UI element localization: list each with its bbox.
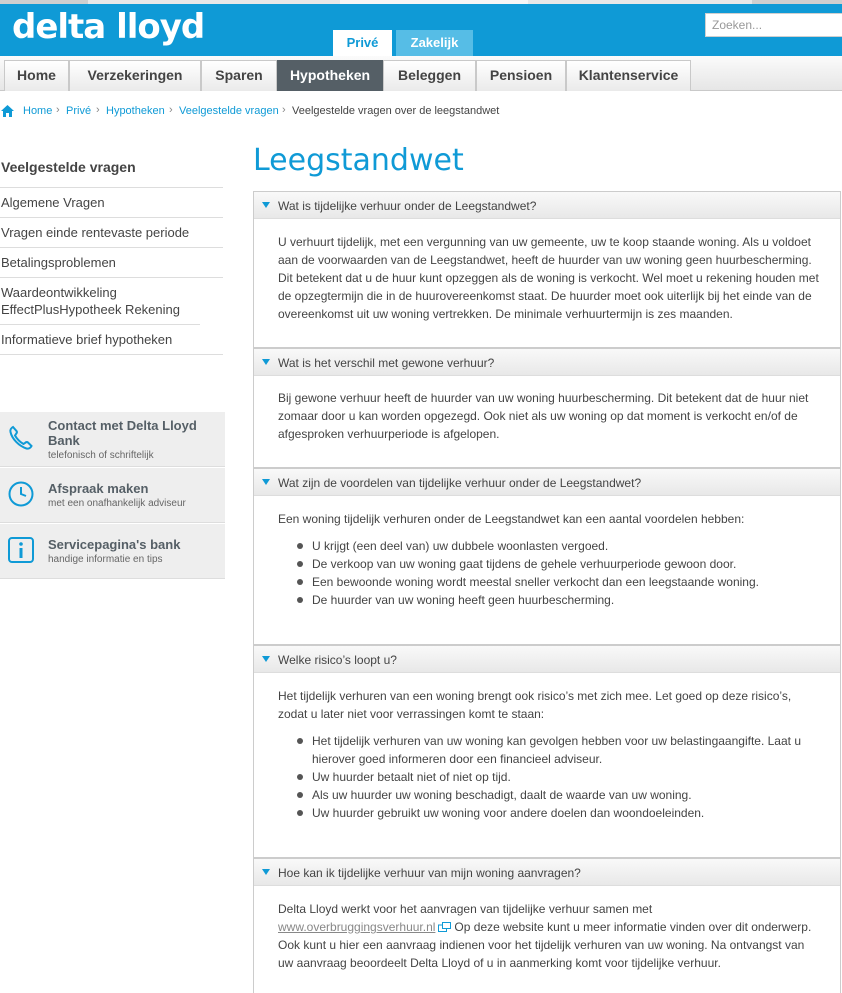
faq-answer (254, 886, 840, 986)
clock-icon (7, 480, 35, 508)
servicepage-box-title: Servicepagina's bank (48, 537, 181, 552)
faq-question-toggle[interactable] (254, 191, 840, 219)
list-item: Een bewoonde woning wordt meestal sneller verkocht dan een leegstaande woning. (296, 573, 822, 591)
faq-answer-text: Een woning tijdelijk verhuren onder de Leegstandwet kan een aantal voordelen hebben: (278, 512, 745, 526)
faq-question-toggle[interactable] (254, 645, 840, 673)
breadcrumb-separator: › (282, 104, 286, 116)
collapse-triangle-icon (262, 869, 270, 875)
nav-beleggen[interactable]: Beleggen (383, 60, 476, 91)
site-header (0, 0, 842, 56)
nav-klantenservice[interactable]: Klantenservice (566, 60, 691, 91)
appointment-box-title: Afspraak maken (48, 481, 149, 496)
faq-answer (254, 219, 840, 337)
sidebar-service-boxes (0, 411, 225, 579)
faq-question-toggle[interactable] (254, 468, 840, 496)
list-item: Uw huurder betaalt niet of niet op tijd. (296, 768, 822, 786)
breadcrumb-current: Veelgestelde vragen over de leegstandwet (292, 105, 500, 117)
faq-item (253, 468, 841, 645)
sidebar-item-einde-rentevaste-periode[interactable]: Vragen einde rentevaste periode (0, 218, 223, 248)
overbruggingsverhuur-link[interactable]: www.overbruggingsverhuur.nl (278, 920, 436, 934)
breadcrumb-home[interactable]: Home (23, 105, 53, 117)
servicepage-box-subtitle: handige informatie en tips (48, 554, 163, 565)
faq-question: Hoe kan ik tijdelijke verhuur van mijn woning aanvragen? (278, 866, 581, 880)
page-title: Leegstandwet (253, 143, 464, 178)
breadcrumb-separator: › (96, 104, 100, 116)
faq-bullet-list (296, 732, 822, 822)
faq-question: Welke risico’s loopt u? (278, 653, 397, 667)
faq-question: Wat is het verschil met gewone verhuur? (278, 356, 495, 370)
tab-zakelijk[interactable]: Zakelijk (396, 30, 473, 56)
faq-answer (254, 376, 840, 457)
faq-answer-text-after: Op deze website kunt u meer informatie vinden over dit onderwerp. Ook kunt u hier een aanvraag indienen voor het tijdelijk verhuren van uw woning. Na ontvangst van uw aanvraag beoordeelt Delta Lloyd of u in aanmerking komt voor tijdelijke verhuur. (278, 920, 812, 970)
nav-pensioen[interactable]: Pensioen (476, 60, 566, 91)
sidebar-item-informatieve-brief[interactable]: Informatieve brief hypotheken (0, 325, 223, 355)
servicepage-box[interactable] (0, 523, 225, 579)
breadcrumb-veelgestelde-vragen[interactable]: Veelgestelde vragen (179, 105, 279, 117)
nav-verzekeringen[interactable]: Verzekeringen (69, 60, 201, 91)
faq-answer (254, 673, 840, 836)
nav-home[interactable]: Home (4, 60, 69, 91)
faq-answer-text: Het tijdelijk verhuren van een woning brengt ook risico’s met zich mee. Let goed op deze risico’s, zodat u later niet voor verrassingen komt te staan: (278, 689, 792, 721)
breadcrumb-prive[interactable]: Privé (66, 105, 92, 117)
delta-lloyd-logo[interactable]: delta lloyd (12, 7, 205, 47)
faq-question-toggle[interactable] (254, 348, 840, 376)
sidebar-item-algemene-vragen[interactable]: Algemene Vragen (0, 188, 223, 218)
contact-box-subtitle: telefonisch of schriftelijk (48, 450, 154, 461)
faq-item (253, 858, 841, 993)
faq-answer (254, 496, 840, 623)
info-icon (7, 536, 35, 564)
breadcrumb-separator: › (56, 104, 60, 116)
external-link-icon[interactable] (438, 922, 451, 932)
faq-question: Wat zijn de voordelen van tijdelijke verhuur onder de Leegstandwet? (278, 476, 642, 490)
appointment-box[interactable] (0, 467, 225, 523)
faq-item (253, 191, 841, 348)
faq-question-toggle[interactable] (254, 858, 840, 886)
list-item: De verkoop van uw woning gaat tijdens de gehele verhuurperiode gewoon door. (296, 555, 822, 573)
collapse-triangle-icon (262, 656, 270, 662)
contact-box-title: Contact met Delta Lloyd Bank (48, 418, 197, 448)
tab-prive[interactable]: Privé (333, 30, 392, 56)
collapse-triangle-icon (262, 479, 270, 485)
main-navigation (0, 56, 842, 91)
breadcrumb (0, 104, 600, 120)
breadcrumb-hypotheken[interactable]: Hypotheken (106, 105, 165, 117)
nav-sparen[interactable]: Sparen (201, 60, 277, 91)
faq-answer-text-before: Delta Lloyd werkt voor het aanvragen van tijdelijke verhuur samen met (278, 902, 653, 916)
faq-answer-text: Bij gewone verhuur heeft de huurder van uw woning huurbescherming. Dit betekent dat de huur niet zomaar door u kan worden opgezegd. Ook niet als uw woning op dat moment is verkocht en/of de afgesproken verhuurperiode is afgelopen. (278, 391, 809, 441)
faq-answer-text (278, 900, 822, 972)
appointment-box-subtitle: met een onafhankelijk adviseur (48, 498, 186, 509)
sidebar-item-betalingsproblemen[interactable]: Betalingsproblemen (0, 248, 223, 278)
contact-box[interactable] (0, 411, 225, 467)
list-item: U krijgt (een deel van) uw dubbele woonlasten vergoed. (296, 537, 822, 555)
faq-bullet-list (296, 537, 822, 609)
faq-item (253, 348, 841, 468)
search-input[interactable]: Zoeken... (705, 13, 842, 37)
faq-question: Wat is tijdelijke verhuur onder de Leegstandwet? (278, 199, 537, 213)
faq-item (253, 645, 841, 858)
list-item: Als uw huurder uw woning beschadigt, daalt de waarde van uw woning. (296, 786, 822, 804)
home-icon[interactable] (1, 105, 14, 117)
list-item: De huurder van uw woning heeft geen huurbescherming. (296, 591, 822, 609)
collapse-triangle-icon (262, 359, 270, 365)
breadcrumb-separator: › (169, 104, 173, 116)
list-item: Uw huurder gebruikt uw woning voor andere doelen dan woondoeleinden. (296, 804, 822, 822)
sidebar-title: Veelgestelde vragen (1, 159, 136, 175)
faq-answer-text: U verhuurt tijdelijk, met een vergunning van uw gemeente, uw te koop staande woning. Als u voldoet aan de voorwaarden van de Leegstandwet, heeft de huurder van uw woning geen huurbescherming. Dit betekent dat u de huur kunt opzeggen als de woning is verkocht. Wel moet u rekening houden met de opzegtermijn die in de huurovereenkomst staat. De huurder moet ook uiterlijk bij het einde van de overeenkomst uit uw woning vertrekken. De minimale verhuurtermijn is zes maanden. (278, 235, 819, 321)
browser-tab-strip (0, 0, 842, 4)
sidebar-menu (0, 187, 223, 355)
nav-hypotheken[interactable]: Hypotheken (277, 60, 383, 91)
sidebar-item-waardeontwikkeling[interactable]: Waardeontwikkeling EffectPlusHypotheek Rekening (0, 278, 200, 325)
list-item: Het tijdelijk verhuren van uw woning kan gevolgen hebben voor uw belastingaangifte. Laat u hierover goed informeren door een financieel adviseur. (296, 732, 822, 768)
collapse-triangle-icon (262, 202, 270, 208)
phone-icon (7, 424, 35, 452)
